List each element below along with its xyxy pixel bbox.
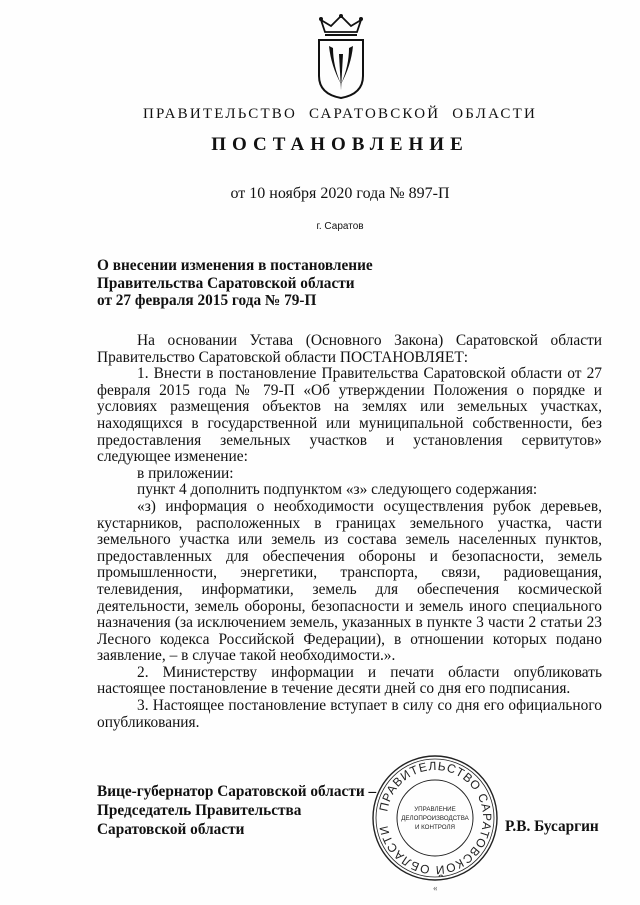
- signatory-title-line: Саратовской области: [97, 821, 245, 838]
- document-body: [97, 333, 602, 731]
- saratov-coat-of-arms-icon: [311, 14, 371, 100]
- body-paragraph: в приложении:: [137, 464, 234, 482]
- body-paragraph: На основании Устава (Основного Закона) Саратовской области Правительство Саратовской области ПОСТАНОВЛЯЕТ:: [97, 332, 602, 366]
- body-paragraph: 1. Внести в постановление Правительства Саратовской области от 27 февраля 2015 года № 79-П «Об утверждении Положения о порядке и условиях размещения объектов на землях или земельных участках, находящихся в государственной или муниципальной собственности, без предоставления земельных участков и установления сервитутов» следующее изменение:: [97, 365, 602, 466]
- footer-mark: «: [433, 883, 438, 893]
- body-paragraph: пункт 4 дополнить подпунктом «з» следующего содержания:: [137, 481, 538, 499]
- subject-line: от 27 февраля 2015 года № 79-П: [97, 292, 317, 309]
- stamp-center-line: И КОНТРОЛЯ: [414, 824, 456, 831]
- subject-line: Правительства Саратовской области: [97, 274, 355, 292]
- body-paragraph: 3. Настоящее постановление вступает в силу со дня его официального опубликования.: [97, 697, 602, 731]
- stamp-center-line: ДЕЛОПРОИЗВОДСТВА: [401, 815, 469, 822]
- organization-name: ПРАВИТЕЛЬСТВО САРАТОВСКОЙ ОБЛАСТИ: [142, 106, 538, 122]
- document-type: ПОСТАНОВЛЕНИЕ: [211, 134, 469, 155]
- stamp-ring-text: ПРАВИТЕЛЬСТВО САРАТОВСКОЙ ОБЛАСТИ: [376, 758, 495, 878]
- document-subject: [97, 257, 417, 310]
- signatory-title-line: Председатель Правительства: [97, 802, 302, 819]
- stamp-center-line: УПРАВЛЕНИЕ: [414, 806, 456, 813]
- body-paragraph: «з) информация о необходимости осуществления рубок деревьев, кустарников, расположенных в границах земельного участка, части земельного участка или земель из состава земель населенных пунктов, предоставленных для обеспечения обороны и безопасности, земель промышленности, энергетики, транспорта, связи, радиовещания, телевидения, информатики, земель для обеспечения космической деятельности, земель обороны, безопасности и земель иного специального назначения (за исключением земель, указанных в пункте 3 части 2 статьи 23 Лесного кодекса Российской Федерации), в отношении которых подано заявление, – в случае такой необходимости.».: [97, 497, 602, 665]
- subject-line: О внесении изменения в постановление: [97, 257, 373, 274]
- signatory-title: [97, 782, 397, 839]
- signatory-title-line: Вице-губернатор Саратовской области –: [97, 783, 377, 800]
- body-paragraph: 2. Министерству информации и печати области опубликовать настоящее постановление в течение десяти дней со дня его подписания.: [97, 663, 602, 698]
- signatory-name: Р.В. Бусаргин: [505, 818, 599, 835]
- official-stamp: [370, 753, 500, 883]
- document-city: г. Саратов: [316, 221, 364, 232]
- document-date-number: от 10 ноября 2020 года № 897-П: [230, 185, 450, 202]
